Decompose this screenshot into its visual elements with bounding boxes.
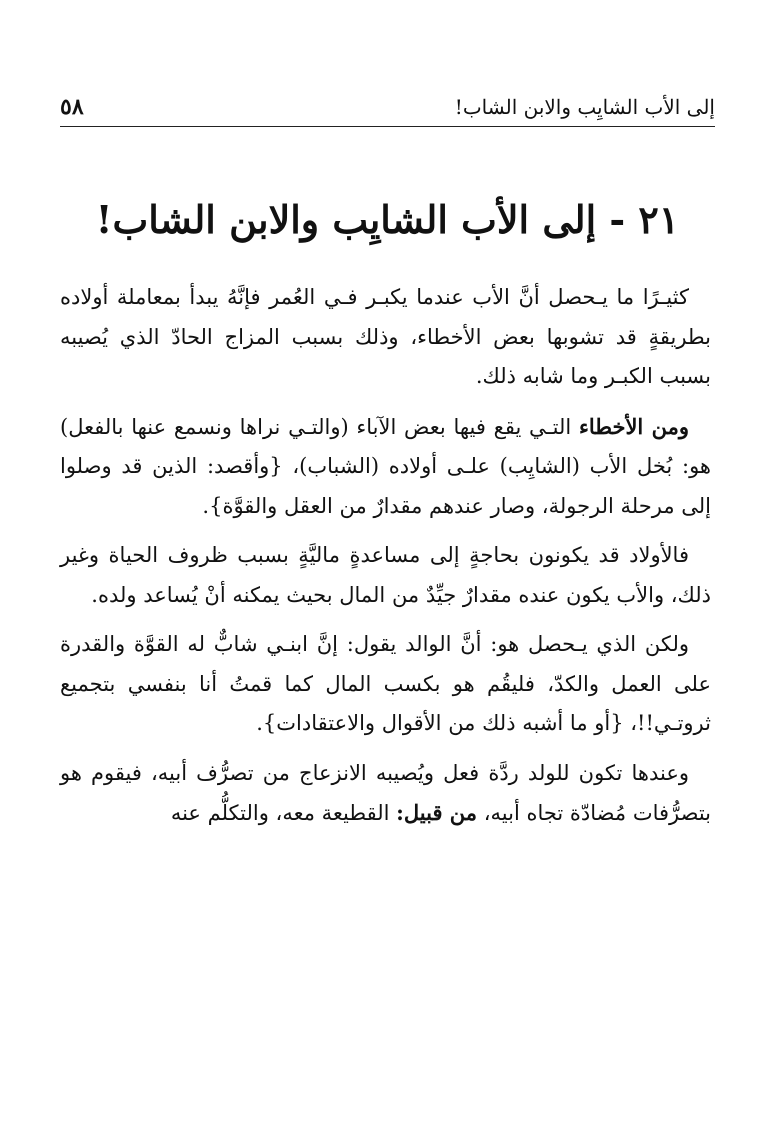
paragraph-tail: القطيعة معه، والتكلُّم عنه	[170, 801, 397, 825]
paragraph-text: وعندها تكون للولد ردَّة فعل ويُصيبه الانزعاج من تصرُّف أبيه، فيقوم هو بتصرُّفات مُضادّة تجاه أبيه،	[60, 760, 711, 825]
paragraph-text: فالأولاد قد يكونون بحاجةٍ إلى مساعدةٍ ماليَّةٍ بسبب ظروف الحياة وغير ذلك، والأب يكون عنده مقدارٌ جيِّدٌ من المال بحيث يمكنه أنْ يُساعد ولده.	[60, 543, 711, 607]
paragraph-lead: ومن الأخطاء	[578, 413, 689, 439]
page-number: ٥٨	[60, 94, 84, 120]
chapter-title: ٢١ - إلى الأب الشايِب والابن الشاب!	[95, 197, 680, 242]
running-title: إلى الأب الشايِب والابن الشاب!	[449, 94, 715, 120]
body-text	[60, 278, 711, 844]
paragraph-text: ولكن الذي يـحصل هو: أنَّ الوالد يقول: إنَّ ابنـي شابٌّ له القوَّة والقدرة على العمل والكدّ، فليقُم هو بكسب المال كما قمتُ أنا بنفسي بتجميع ثروتـي!!، {أو ما أشبه ذلك من الأقوال والاعتقادات}.	[60, 632, 711, 735]
paragraph-5	[60, 754, 711, 834]
running-header	[60, 92, 715, 127]
paragraph-emphasis: من قبيل:	[396, 800, 478, 825]
paragraph-4	[60, 625, 711, 744]
paragraph-1	[60, 278, 711, 397]
paragraph-2	[60, 407, 711, 527]
paragraph-3	[60, 536, 711, 615]
paragraph-text: التـي يقع فيها بعض الآباء (والتـي نراها ونسمع عنها بالفعل) هو: بُخل الأب (الشايِب) علـى أولاده (الشباب)، {وأقصد: الذين قد وصلوا إلى مرحلة الرجولة، وصار عندهم مقدارٌ من العقل والقوَّة}.	[60, 414, 711, 518]
paragraph-text: كثيـرًا ما يـحصل أنَّ الأب عندما يكبـر فـي العُمر فإنَّهُ يبدأ بمعاملة أولاده بطريقةٍ قد تشوبها بعض الأخطاء، وذلك بسبب المزاج الحادّ الذي يُصيبه بسبب الكبـر وما شابه ذلك.	[60, 285, 711, 388]
